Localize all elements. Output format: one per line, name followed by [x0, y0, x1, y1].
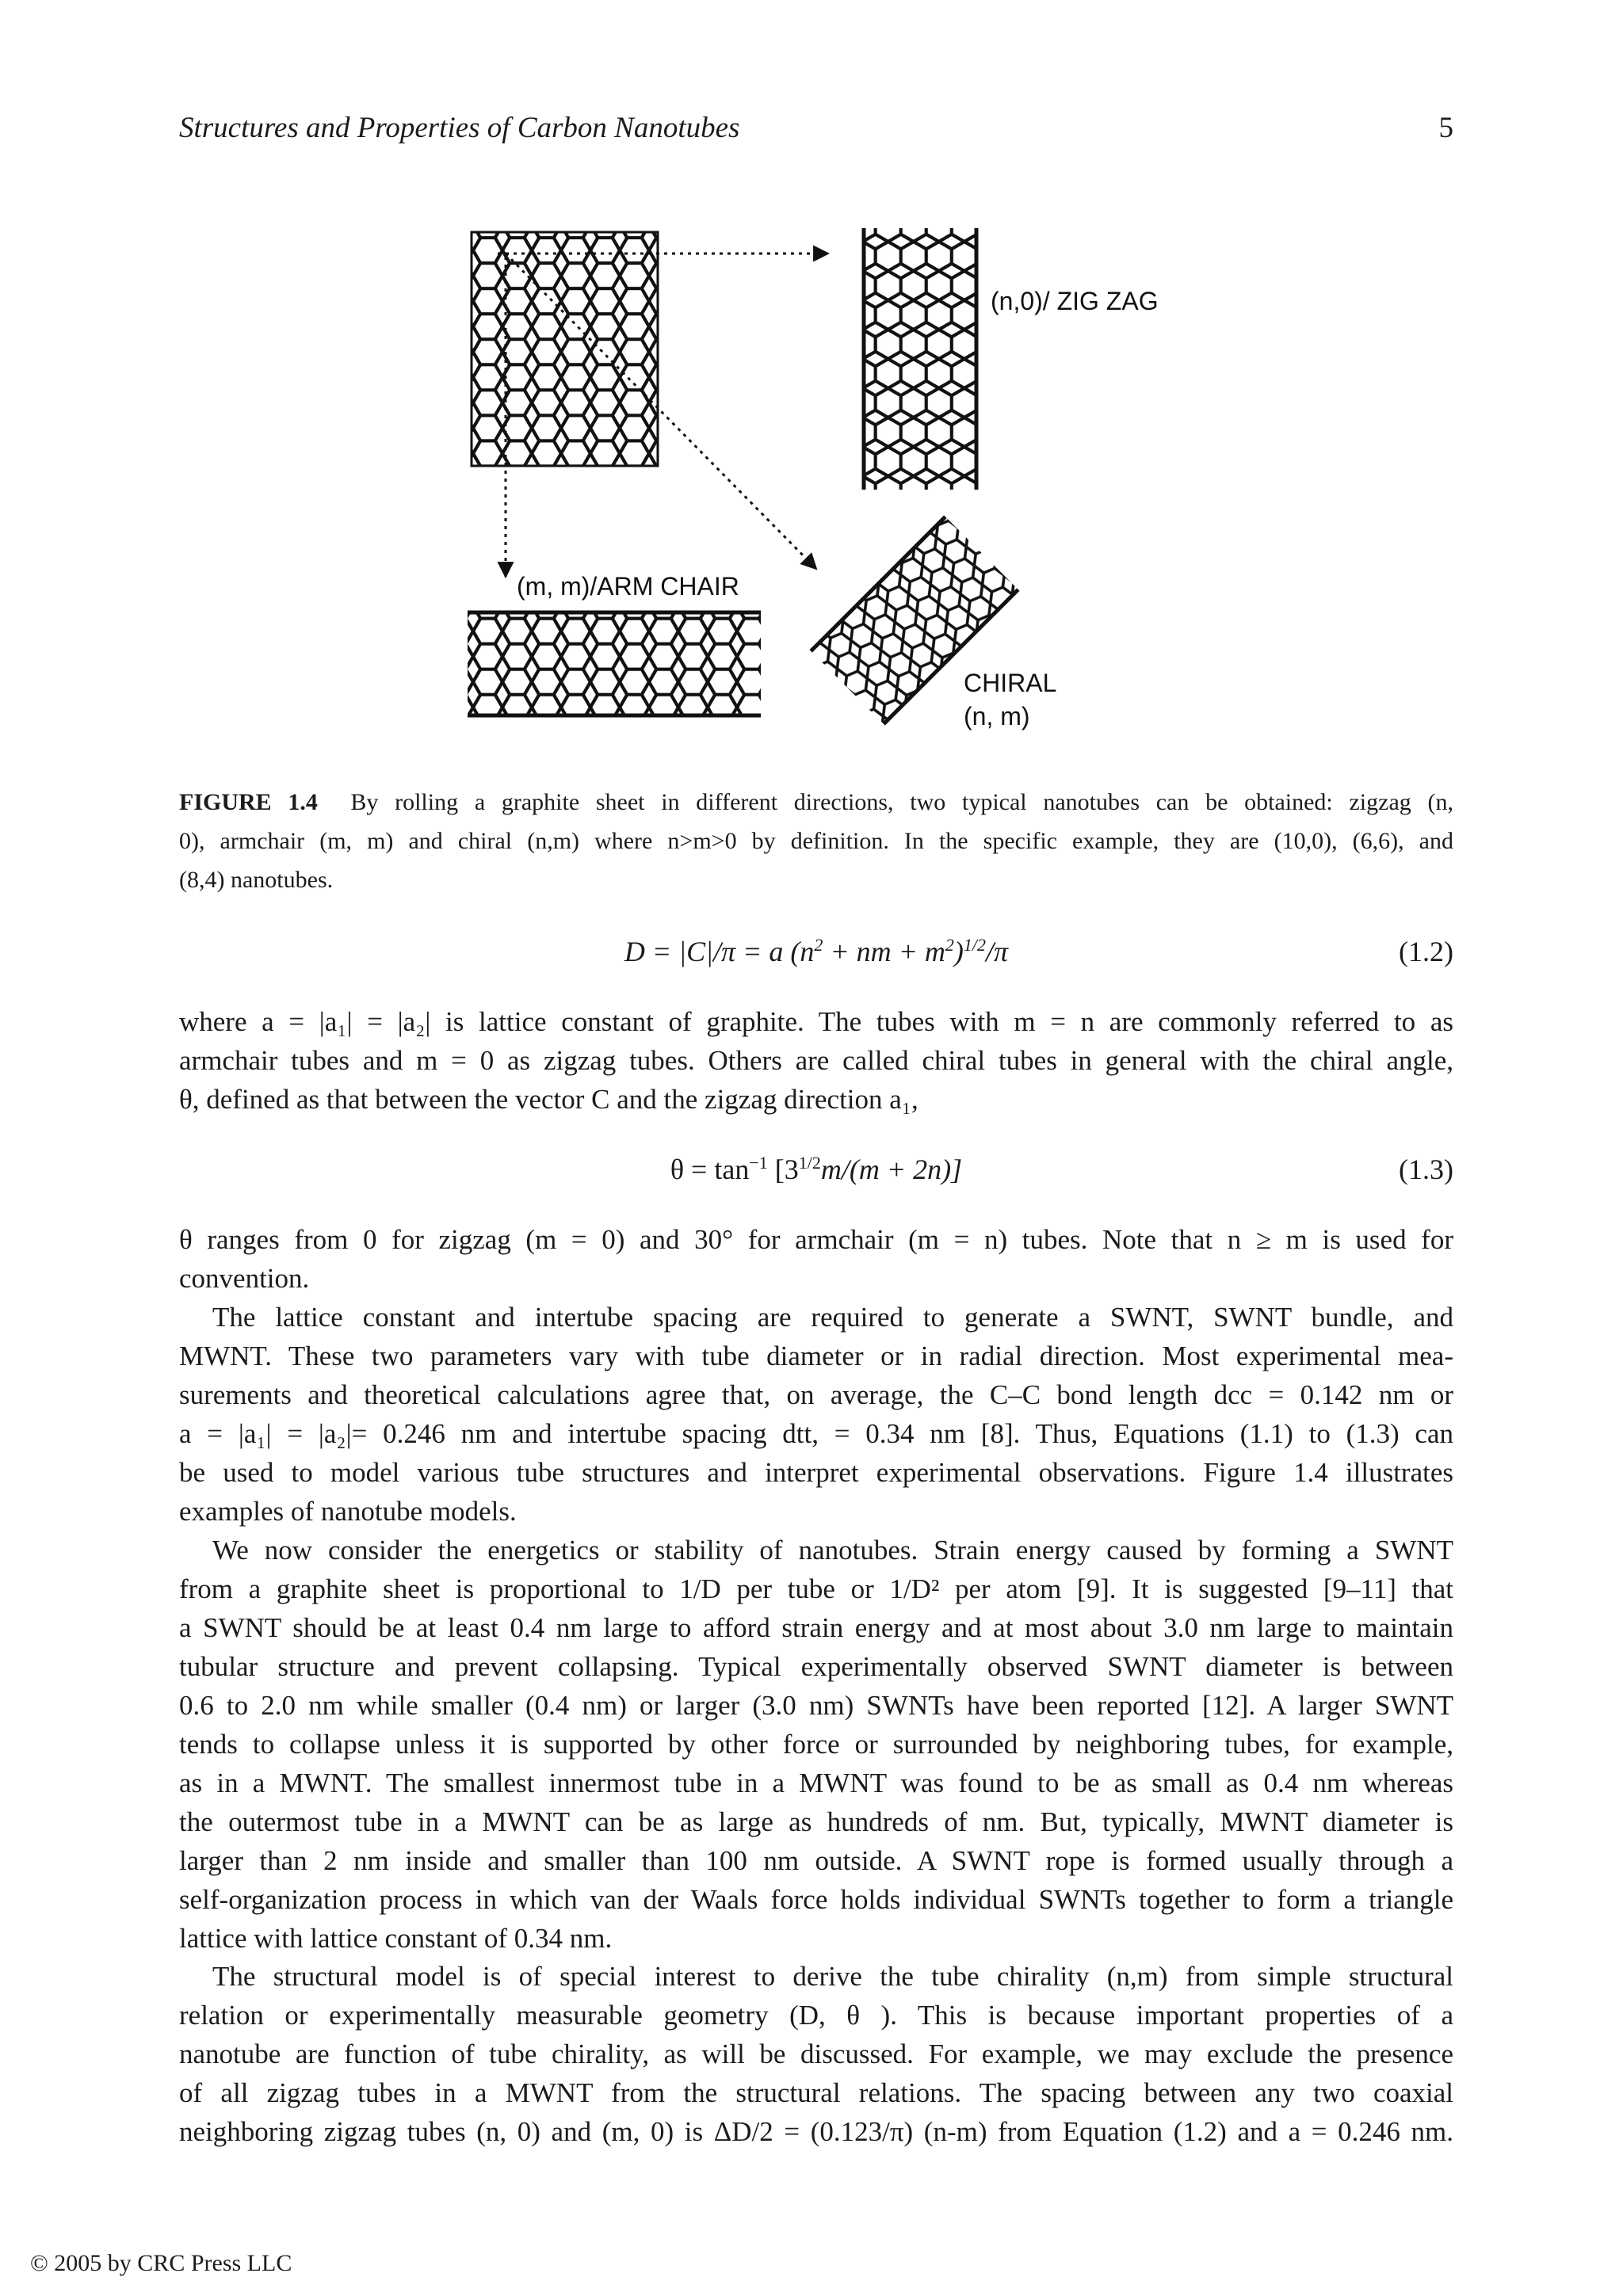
graphite-sheet [472, 232, 658, 466]
paragraph-4: We now consider the energetics or stability of nanotubes. Strain energy caused by forming a SWNT from a graphite sheet is proportional to 1/D per tube or 1/D² per atom [9]. It is suggested [9–11] that a SWNT should be at least 0.4 nm large to afford strain energy and at most about 3.0 nm large to maintain tubular structure and prevent collapsing. Typical experimentally observed SWNT diameter is between 0.6 to 2.0 nm while smaller (0.4 nm) or larger (3.0 nm) SWNTs have been reported [12]. A larger SWNT tends to collapse unless it is supported by other force or surrounded by neighboring tubes, for example, as in a MWNT. The smallest innermost tube in a MWNT was found to be as small as 0.4 nm whereas the outermost tube in a MWNT can be as large as hundreds of nm. But, typically, MWNT diameter is larger than 2 nm inside and smaller than 100 nm outside. A SWNT rope is formed usually through a self-organization process in which van der Waals force holds individual SWNTs together to form a triangle lattice with lattice constant of 0.34 nm. [179, 1535, 1453, 1954]
paragraph-1: where a = |a₁| = |a₂| is lattice constant of graphite. The tubes with m = n are commonly referred to as armchair tubes and m = 0 as zigzag tubes. Others are called chiral tubes in general with the chiral angle, θ, defined as that between the vector C and the zigzag direction a₁, [179, 1006, 1453, 1115]
label-chiral: CHIRAL [964, 669, 1057, 697]
running-header [179, 111, 1453, 158]
caption-line: 0), armchair (m, m) and chiral (n,m) where n>m>0 by definition. In the specific example, they are (10,0), (6,6), and [179, 828, 1453, 854]
equation-number: (1.2) [1399, 936, 1453, 967]
caption-label: FIGURE 1.4 [179, 789, 318, 815]
label-chiral-indices: (n, m) [964, 702, 1030, 730]
running-title: Structures and Properties of Carbon Nanotubes [179, 112, 740, 144]
page-number: 5 [1438, 112, 1453, 144]
zigzag-tube [864, 228, 976, 490]
armchair-tube [468, 612, 761, 715]
caption-line: (8,4) nanotubes. [179, 867, 334, 893]
equation-1-2: D = |C|/π = a ($n^2$ + nm + $m^2)^{1/2}/\pi$ (1.2) [624, 935, 1453, 967]
paragraph-3: The lattice constant and intertube spacing are required to generate a SWNT, SWNT bundle, and MWNT. These two parameters vary with tube diameter or in radial direction. Most experimental mea- surements and theoretical calculations agree that, on average, the C–C bond length dcc = 0.142 nm or a = |a₁| = |a₂|= 0.246 nm and intertube spacing dtt, = 0.34 nm [8]. Thus, Equations (1.1) to (1.3) can be used to model various tube structures and interpret experimental observations. Figure 1.4 illustrates examples of nanotube models. [179, 1302, 1453, 1527]
copyright-footer: © 2005 by CRC Press LLC [30, 2250, 292, 2276]
label-armchair: (m, m)/ARM CHAIR [517, 572, 739, 601]
caption-line: FIGURE 1.4 By rolling a graphite sheet in different directions, two typical nanotubes can be obtained: zigzag (n, [179, 789, 1453, 815]
paragraph-2: θ ranges from 0 for zigzag (m = 0) and 30° for armchair (m = n) tubes. Note that n ≥ m is used for convention. [179, 1224, 1453, 1294]
equation-1-3: $\theta = \tan^{-1} [3^{1/2}m/(m + 2n)]$ (1.3) [670, 1153, 1453, 1185]
label-zigzag: (n,0)/ ZIG ZAG [991, 287, 1159, 315]
figure-caption [179, 784, 1453, 901]
equation-number: (1.3) [1399, 1154, 1453, 1185]
paragraph-5: The structural model is of special interest to derive the tube chirality (n,m) from simple structural relation or experimentally measurable geometry (D, θ ). This is because important properties of a nanotube are function of tube chirality, as will be discussed. For example, we may exclude the presence of all zigzag tubes in a MWNT from the structural relations. The spacing between any two coaxial neighboring zigzag tubes (n, 0) and (m, 0) is ΔD/2 = (0.123/π) (n-m) from Equation (1.2) and a = 0.246 nm. [179, 1961, 1453, 2147]
